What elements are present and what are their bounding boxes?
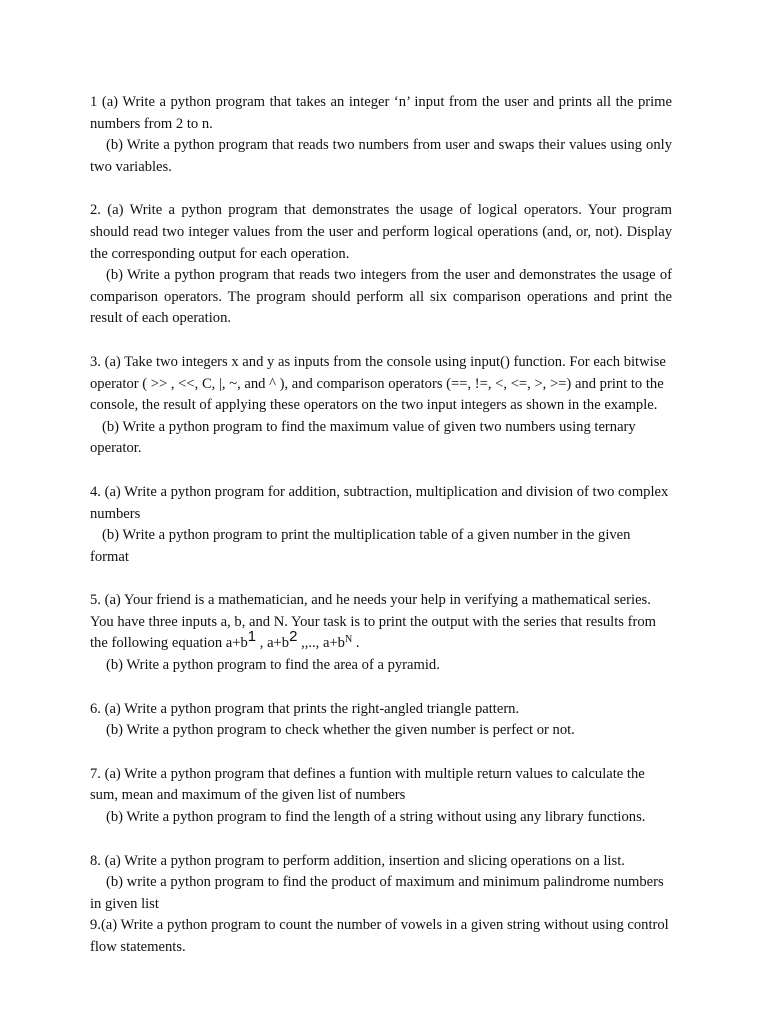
question-2b: (b) Write a python program that reads two integers from the user and demonstrates the usage of comparison operators. The program should perform all six comparison operations and print the result of each operation. — [90, 267, 672, 327]
question-1b: (b) Write a python program that reads two numbers from user and swaps their values using only two variables. — [90, 137, 672, 175]
question-5a-exponent-2: 2 — [289, 628, 298, 646]
question-2a: 2. (a) Write a python program that demonstrates the usage of logical operators. Your program should read two integer values from the user and perform logical operations (and, or, not). Display the corresponding output for each operation. — [90, 202, 672, 262]
question-5a-exponent-n: N — [344, 634, 353, 646]
question-4b: (b) Write a python program to print the multiplication table of a given number in the given format — [90, 527, 631, 565]
question-list — [90, 92, 672, 959]
question-5a-text: 5. (a) Your friend is a mathematician, and he needs your help in verifying a mathematical series. You have three inputs a, b, and N. Your task is to print the output with the series that results from the following equation a+b — [90, 592, 656, 652]
question-1a: 1 (a) Write a python program that takes an integer ‘n’ input from the user and prints all the prime numbers from 2 to n. — [90, 94, 672, 132]
question-3 — [90, 352, 672, 460]
question-4a: 4. (a) Write a python program for addition, subtraction, multiplication and division of two complex numbers — [90, 483, 669, 522]
question-7 — [90, 764, 672, 829]
question-5a — [90, 590, 672, 655]
question-8a: 8. (a) Write a python program to perform addition, insertion and slicing operations on a list. — [90, 852, 625, 869]
question-5a-end: . — [352, 635, 360, 652]
question-2 — [90, 200, 672, 330]
question-5b: (b) Write a python program to find the area of a pyramid. — [106, 657, 440, 674]
question-6 — [90, 699, 672, 742]
question-5 — [90, 590, 672, 676]
question-3a: 3. (a) Take two integers x and y as inputs from the console using input() function. For each bitwise operator ( >> , <<, C, |, ~, and ^ ), and comparison operators (==, !=, <, <=, >, >=) and print to the console, the result of applying these operators on the two input integers as shown in the example. — [90, 353, 666, 414]
question-3b: (b) Write a python program to find the maximum value of given two numbers using ternary operator. — [90, 418, 636, 457]
question-5a-separator-2: ,,.., a+b — [297, 635, 345, 652]
question-6a: 6. (a) Write a python program that prints the right-angled triangle pattern. — [90, 700, 520, 717]
question-5a-separator-1: , a+b — [256, 635, 290, 652]
question-8b: (b) write a python program to find the product of maximum and minimum palindrome numbers in given list — [90, 874, 664, 912]
question-6b: (b) Write a python program to check whether the given number is perfect or not. — [106, 722, 575, 739]
question-9a: 9.(a) Write a python program to count the number of vowels in a given string without using control flow statements. — [90, 917, 669, 955]
question-1 — [90, 92, 672, 178]
question-9 — [90, 915, 672, 958]
question-4 — [90, 482, 672, 568]
question-7a: 7. (a) Write a python program that defines a funtion with multiple return values to calculate the sum, mean and maximum of the given list of numbers — [90, 765, 645, 804]
question-8 — [90, 851, 672, 916]
question-5a-exponent-1: 1 — [247, 628, 257, 646]
question-7b: (b) Write a python program to find the length of a string without using any library functions. — [106, 809, 646, 826]
